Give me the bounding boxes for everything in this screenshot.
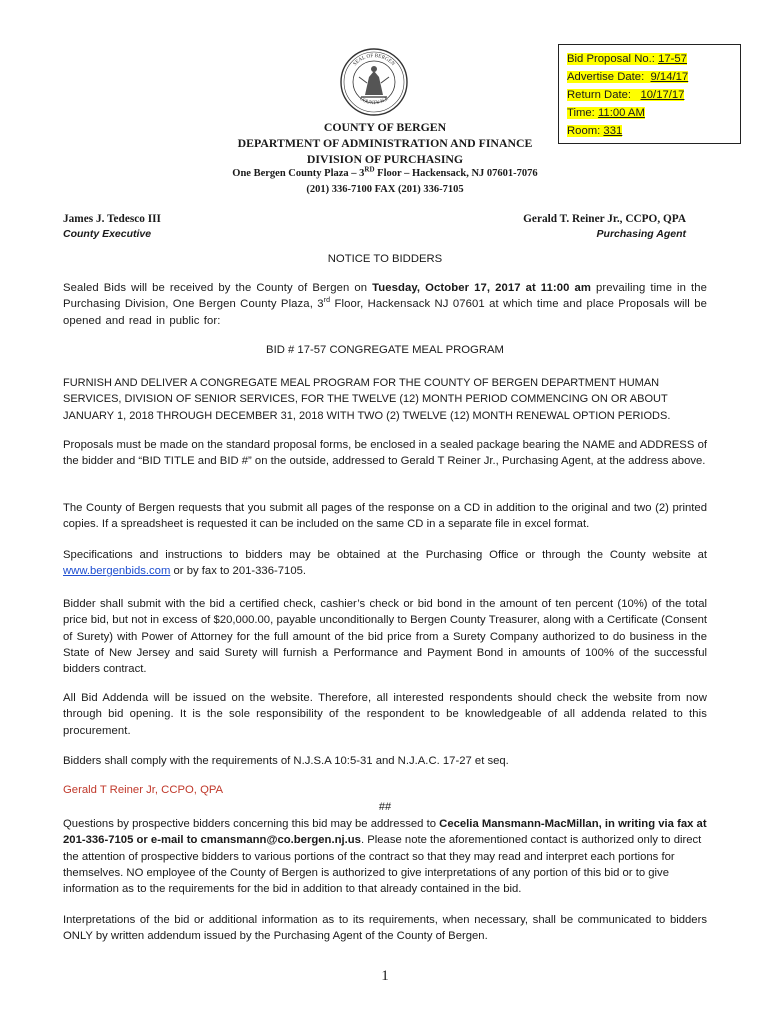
address-end: Floor – Hackensack, NJ 07601-7076	[374, 168, 538, 179]
advertise-date-value: 9/14/17	[650, 71, 689, 83]
bid-opening-datetime: Tuesday, October 17, 2017 at 11:00 am	[372, 282, 592, 294]
bid-bond-paragraph: Bidder shall submit with the bid a certified check, cashier’s check or bid bond in the amount of ten percent (10%) of the total price bid, but not in excess of $20,000.00, payable unconditionally to Bergen County Treasurer, along with a Certificate (Consent of Surety) with Power of Attorney for the full amount of the bid price from a Surety Company authorized to do business in the State of New Jersey and said Surety will furnish a Performance and Payment Bond in amounts of 100% of the successful bidders contract.	[63, 598, 707, 676]
hash-marks: ##	[378, 801, 392, 813]
bergenbids-link[interactable]: www.bergenbids.com	[63, 565, 171, 578]
room-value: 331	[603, 125, 623, 137]
sealed-bids-paragraph	[63, 280, 707, 329]
office-phone-fax: (201) 336-7100 FAX (201) 336-7105	[306, 184, 464, 195]
specs-text-a: Specifications and instructions to bidders may be obtained at the Purchasing Office or through the County website at	[63, 549, 707, 561]
return-date-row	[567, 86, 740, 104]
return-date-value: 10/17/17	[640, 89, 685, 101]
proposals-paragraph: Proposals must be made on the standard proposal forms, be enclosed in a sealed package bearing the NAME and ADDRESS of the bidder and “BID TITLE and BID #” on the outside, addressed to Gerald T Reiner Jr., Purchasing Agent, at the address above.	[63, 439, 707, 468]
p1-text-a: Sealed Bids will be received by the County of Bergen on	[63, 282, 373, 294]
svg-text:COUNTY N.J.: COUNTY N.J.	[358, 95, 390, 107]
division-name: DIVISION OF PURCHASING	[306, 152, 464, 166]
time-value: 11:00 AM	[597, 107, 645, 119]
return-date-label: Return Date:	[567, 89, 632, 101]
bid-proposal-row	[567, 50, 740, 68]
cd-submission-paragraph: The County of Bergen requests that you submit all pages of the response on a CD in addition to the original and two (2) printed copies. If a spreadsheet is requested it can be included on the same CD in a separate file in excel format.	[63, 502, 707, 531]
address-start: One Bergen County Plaza – 3	[232, 168, 365, 179]
county-executive-title: County Executive	[63, 228, 152, 240]
compliance-paragraph: Bidders shall comply with the requirements of N.J.S.A 10:5-31 and N.J.A.C. 17-27 et seq.	[63, 755, 509, 767]
purchasing-agent-name: Gerald T. Reiner Jr., CCPO, QPA	[523, 213, 686, 225]
bid-proposal-label: Bid Proposal No.:	[567, 53, 655, 65]
room-label: Room:	[567, 125, 601, 137]
purchasing-agent-title: Purchasing Agent	[596, 228, 686, 240]
questions-text-a: Questions by prospective bidders concerning this bid may be addressed to	[63, 818, 440, 830]
county-name: COUNTY OF BERGEN	[323, 120, 447, 134]
time-label: Time:	[567, 107, 595, 119]
advertise-date-label: Advertise Date:	[567, 71, 645, 83]
specs-text-b: or by fax to 201-336-7105.	[170, 565, 307, 578]
questions-text-b: . Please note the aforementioned contact is authorized only to direct the attention of prospective bidders to various portions of the contract so that they may read and interpret each portions for themselves. NO employee of the County of Bergen is authorized to give interpretations of any portion of this bid or to give information as to the requirements for the bid in addition to that already contained in the bid.	[63, 834, 702, 896]
bid-number-line: BID # 17-57 CONGREGATE MEAL PROGRAM	[266, 344, 504, 356]
p1-text-b: prevailing time in the Purchasing Division, One Bergen County Plaza, 3	[63, 282, 707, 311]
bid-proposal-number: 17-57	[658, 53, 687, 65]
interpretations-paragraph: Interpretations of the bid or additional information as to its requirements, when necessary, shall be communicated to bidders ONLY by written addendum issued by the Purchasing Agent of the County of Bergen.	[63, 914, 707, 943]
furnish-paragraph: FURNISH AND DELIVER A CONGREGATE MEAL PROGRAM FOR THE COUNTY OF BERGEN DEPARTMENT HUMAN SERVICES, DIVISION OF SENIOR SERVICES, FOR THE TWELVE (12) MONTH PERIOD COMMENCING ON OR ABOUT JANUARY 1, 2018 THROUGH DECEMBER 31, 2018 WITH TWO (2) TWELVE (12) MONTH RENEWAL OPTION PERIODS.	[63, 377, 671, 422]
contact-details: Cecelia Mansmann-MacMillan, in writing via fax at 201-336-7105 or e-mail to cmansmann@co.bergen.nj.us	[63, 818, 707, 847]
svg-text:SEAL OF BERGEN: SEAL OF BERGEN	[352, 52, 396, 68]
county-seal	[339, 47, 409, 117]
specifications-paragraph	[63, 547, 707, 580]
office-address	[0, 165, 770, 179]
signature-line: Gerald T Reiner Jr, CCPO, QPA	[63, 784, 224, 796]
p1-text-c: Floor, Hackensack NJ 07601 at which time and place Proposals will be opened and read in public for:	[63, 298, 707, 327]
department-name: DEPARTMENT OF ADMINISTRATION AND FINANCE	[237, 136, 533, 150]
questions-paragraph	[63, 816, 707, 897]
county-executive-name: James J. Tedesco III	[63, 213, 161, 225]
address-floor-suffix: RD	[364, 165, 375, 174]
p1-floor-suffix: rd	[323, 297, 331, 305]
addenda-paragraph: All Bid Addenda will be issued on the website. Therefore, all interested respondents should check the website from now through bid opening. It is the sole responsibility of the respondent to be knowledgeable of all addenda related to this procurement.	[63, 692, 707, 737]
notice-title: NOTICE TO BIDDERS	[327, 253, 443, 265]
page-number: 1	[381, 968, 389, 984]
advertise-date-row	[567, 68, 740, 86]
